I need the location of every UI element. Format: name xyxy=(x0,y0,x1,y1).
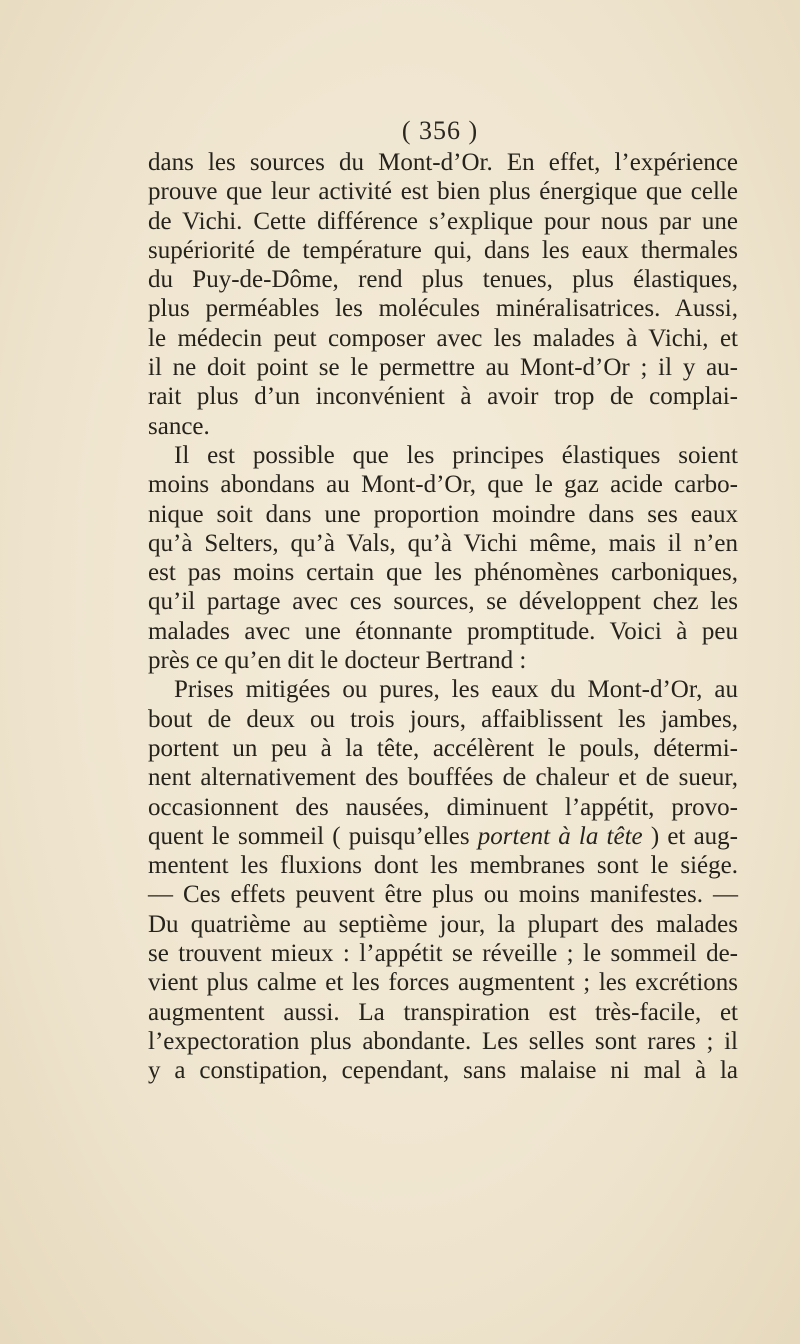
text-line: rait plus d’un inconvénient à avoir trop de complai- xyxy=(148,383,738,411)
text-line: nent alternativement des bouffées de chaleur et de sueur, xyxy=(148,764,738,792)
text-line: vient plus calme et les forces augmentent ; les excrétions xyxy=(148,969,738,997)
page-number: ( 356 ) xyxy=(401,116,479,145)
text-line: bout de deux ou trois jours, affaiblissent les jambes, xyxy=(148,705,738,733)
text-line: l’expectoration plus abondante. Les selles sont rares ; il xyxy=(148,1027,738,1055)
text-line: près ce qu’en dit le docteur Bertrand : xyxy=(148,647,527,675)
text-line: se trouvent mieux : l’appétit se réveille ; le sommeil de- xyxy=(148,940,738,968)
text-line: qu’à Selters, qu’à Vals, qu’à Vichi même, mais il n’en xyxy=(148,529,738,557)
text-line: y a constipation, cependant, sans malaise ni mal à la xyxy=(148,1057,738,1085)
text-line: Du quatrième au septième jour, la plupart des malades xyxy=(148,910,738,938)
paragraph-start-line: Prises mitigées ou pures, les eaux du Mont-d’Or, au xyxy=(174,676,738,704)
text-line: moins abondans au Mont-d’Or, que le gaz acide carbo- xyxy=(148,471,738,499)
text-line: augmentent aussi. La transpiration est très-facile, et xyxy=(148,998,738,1026)
text-line: — Ces effets peuvent être plus ou moins manifestes. — xyxy=(148,881,738,909)
text-line: de Vichi. Cette différence s’explique pour nous par une xyxy=(148,207,738,235)
text-line: dans les sources du Mont-d’Or. En effet, l’expérience xyxy=(148,149,738,176)
text-line: malades avec une étonnante promptitude. Voici à peu xyxy=(148,617,738,645)
text-line: qu’il partage avec ces sources, se développent chez les xyxy=(148,588,738,616)
italic-segment: portent à la tête xyxy=(477,822,643,850)
text-line: supériorité de température qui, dans les eaux thermales xyxy=(148,236,738,264)
text-line: il ne doit point se le permettre au Mont-d’Or ; il y au- xyxy=(148,354,738,382)
text-line: le médecin peut composer avec les malades à Vichi, et xyxy=(148,324,738,352)
text-line: du Puy-de-Dôme, rend plus tenues, plus élastiques, xyxy=(148,266,738,294)
text-line-with-italic xyxy=(148,822,738,851)
text-line: est pas moins certain que les phénomènes carboniques, xyxy=(148,559,738,587)
text-line: sance. xyxy=(148,412,210,440)
text-line: occasionnent des nausées, diminuent l’appétit, provo- xyxy=(148,793,738,821)
text-line: mentent les fluxions dont les membranes sont le siége. xyxy=(148,852,738,880)
text-segment: quent le sommeil ( puisqu’elles xyxy=(148,822,478,850)
body-text xyxy=(148,148,738,1086)
text-segment: ) et aug- xyxy=(642,822,738,850)
text-line: prouve que leur activité est bien plus énergique que celle xyxy=(148,178,738,206)
text-line: plus perméables les molécules minéralisatrices. Aussi, xyxy=(148,295,738,323)
text-line: portent un peu à la tête, accélèrent le pouls, détermi- xyxy=(148,734,738,762)
paragraph-start-line: Il est possible que les principes élastiques soient xyxy=(174,441,738,469)
text-line: nique soit dans une proportion moindre dans ses eaux xyxy=(148,500,738,528)
